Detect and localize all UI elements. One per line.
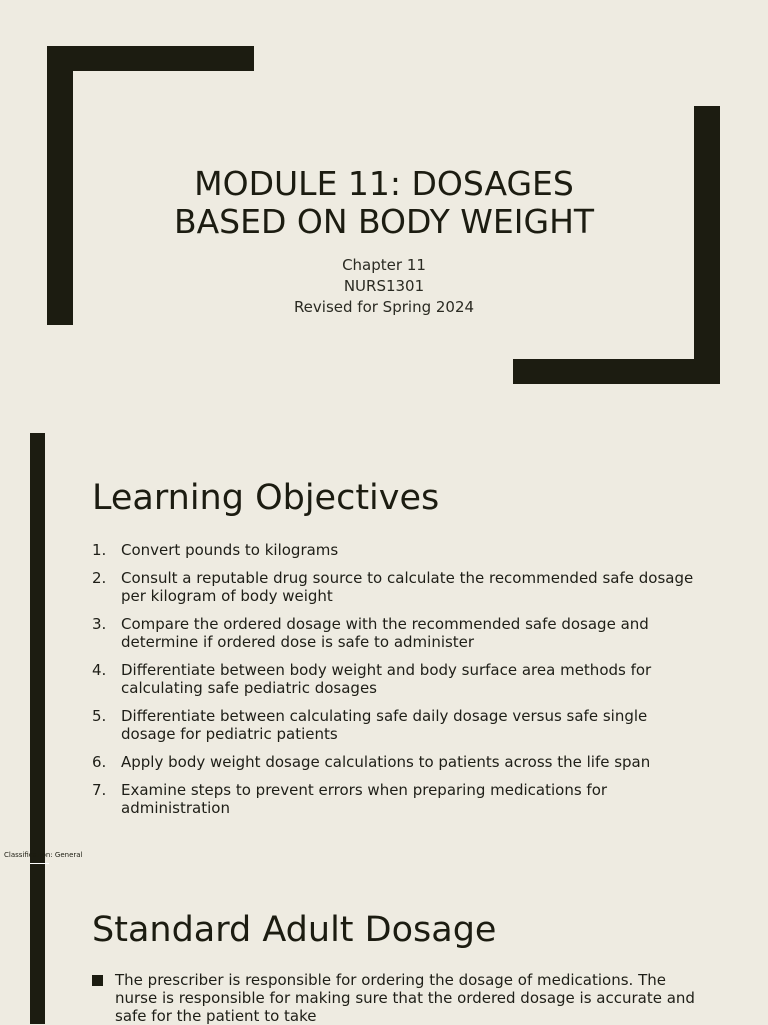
objective-item [92,541,702,559]
objective-text: Apply body weight dosage calculations to patients across the life span [121,753,651,771]
standard-adult-dosage-list [92,971,702,1025]
standard-adult-dosage-heading: Standard Adult Dosage [92,910,497,950]
slide-title-line-2: BASED ON BODY WEIGHT [173,202,595,241]
frame-right-bar [694,106,720,384]
slide-title-line-1: MODULE 11: DOSAGES [194,164,574,203]
frame-top-bar [47,46,254,71]
subtitle-course: NURS1301 [343,277,425,295]
slide-title [100,165,668,241]
objective-item [92,707,702,743]
dosage-bullet-text: The prescriber is responsible for ordering the dosage of medications. The nurse is responsible for making sure that the ordered dosage is accurate and safe for the patient to take [115,971,695,1025]
objective-number: 5. [92,707,107,725]
objective-number: 4. [92,661,107,679]
subtitle-revision: Revised for Spring 2024 [293,298,475,316]
objective-text: Consult a reputable drug source to calculate the recommended safe dosage per kilogram of body weight [121,569,694,605]
objective-number: 6. [92,753,107,771]
objective-number: 1. [92,541,107,559]
objective-number: 3. [92,615,107,633]
objective-text: Convert pounds to kilograms [121,541,339,559]
subtitle-chapter: Chapter 11 [342,256,426,274]
objective-item [92,569,702,605]
objective-number: 7. [92,781,107,799]
frame-left-bar [47,46,73,325]
objective-text: Differentiate between calculating safe daily dosage versus safe single dosage for pediatric patients [121,707,648,743]
objective-number: 2. [92,569,107,587]
objective-item [92,615,702,651]
objective-text: Differentiate between body weight and body surface area methods for calculating safe pediatric dosages [121,661,652,697]
dosage-bullet-item [92,971,702,1025]
learning-objectives-heading: Learning Objectives [92,478,440,518]
objectives-list [92,541,702,827]
objective-item [92,661,702,697]
side-accent-bar [30,433,45,1024]
objective-text: Compare the ordered dosage with the recommended safe dosage and determine if ordered dose is safe to administer [121,615,649,651]
slide-subtitle [100,255,668,318]
classification-label: Classification: General [4,851,83,859]
objective-item [92,753,702,771]
objective-text: Examine steps to prevent errors when preparing medications for administration [121,781,608,817]
frame-bottom-bar [513,359,720,384]
square-bullet-icon [92,975,103,986]
objective-item [92,781,702,817]
